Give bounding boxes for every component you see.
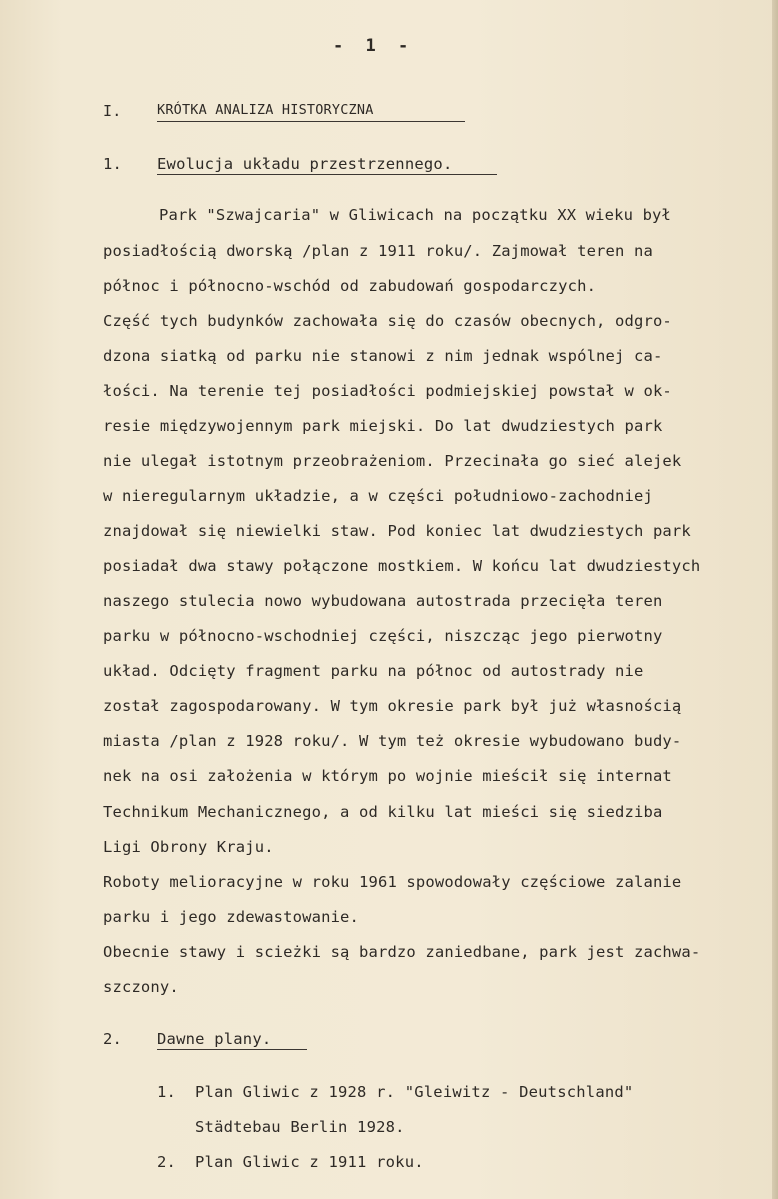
paragraph-line: nie ulegał istotnym przeobrażeniom. Przecinała go sieć alejek [103, 452, 682, 470]
subsection-title: Ewolucja układu przestrzennego. [157, 155, 453, 173]
section-number: I. [103, 102, 122, 120]
paragraph-line: miasta /plan z 1928 roku/. W tym też okresie wybudowano budy- [103, 732, 682, 750]
paragraph-line: Część tych budynków zachowała się do czasów obecnych, odgro- [103, 312, 672, 330]
paragraph-line: dzona siatką od parku nie stanowi z nim jednak wspólnej ca- [103, 347, 663, 365]
paragraph-line: północ i północno-wschód od zabudowań gospodarczych. [103, 277, 597, 295]
page-edge [772, 0, 778, 1199]
paragraph-line: znajdował się niewielki staw. Pod koniec lat dwudziestych park [103, 522, 691, 540]
subsection-number: 1. [103, 155, 123, 173]
page-number: - 1 - [333, 36, 415, 56]
paragraph-line: Obecnie stawy i scieżki są bardzo zaniedbane, park jest zachwa- [103, 943, 701, 961]
paragraph-line: resie międzywojennym park miejski. Do lat dwudziestych park [103, 417, 663, 435]
paragraph-line: w nieregularnym układzie, a w części południowo-zachodniej [103, 487, 653, 505]
list-item-text: Städtebau Berlin 1928. [195, 1118, 405, 1136]
paragraph-line: nek na osi założenia w którym po wojnie mieścił się internat [103, 767, 672, 785]
paragraph-line: parku w północno-wschodniej części, niszcząc jego pierwotny [103, 627, 663, 645]
paragraph-line: szczony. [103, 978, 179, 996]
paragraph-line: Park "Szwajcaria" w Gliwicach na początku XX wieku był [159, 206, 672, 224]
paragraph-line: naszego stulecia nowo wybudowana autostrada przecięła teren [103, 592, 663, 610]
subsection-title: Dawne plany. [157, 1030, 272, 1048]
paragraph-line: układ. Odcięty fragment parku na północ od autostrady nie [103, 662, 644, 680]
subsection-title-underline [157, 174, 497, 175]
list-item-text: Plan Gliwic z 1928 r. "Gleiwitz - Deutschland" [195, 1083, 634, 1101]
list-item-number: 2. [157, 1153, 177, 1171]
list-item-number: 1. [157, 1083, 177, 1101]
paragraph-line: został zagospodarowany. W tym okresie park był już własnością [103, 697, 682, 715]
list-item-text: Plan Gliwic z 1911 roku. [195, 1153, 424, 1171]
subsection-title-underline [157, 1049, 307, 1050]
paragraph-line: łości. Na terenie tej posiadłości podmiejskiej powstał w ok- [103, 382, 672, 400]
section-title-underline [157, 121, 465, 122]
paragraph-line: Ligi Obrony Kraju. [103, 838, 274, 856]
paragraph-line: posiadłością dworską /plan z 1911 roku/. Zajmował teren na [103, 242, 653, 260]
paragraph-line: Technikum Mechanicznego, a od kilku lat mieści się siedziba [103, 803, 663, 821]
section-title: KRÓTKA ANALIZA HISTORYCZNA [157, 102, 374, 118]
paragraph-line: Roboty melioracyjne w roku 1961 spowodowały częściowe zalanie [103, 873, 682, 891]
paragraph-line: parku i jego zdewastowanie. [103, 908, 360, 926]
paragraph-line: posiadał dwa stawy połączone mostkiem. W końcu lat dwudziestych [103, 557, 701, 575]
subsection-number: 2. [103, 1030, 123, 1048]
